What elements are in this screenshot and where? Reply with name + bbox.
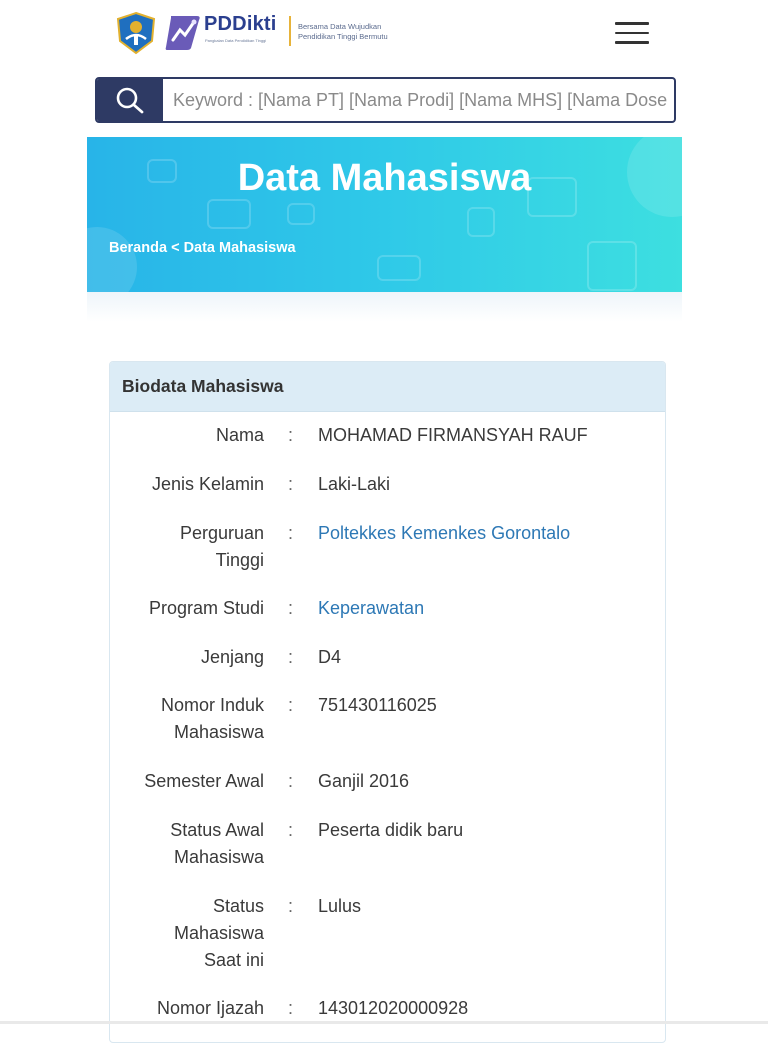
- brand-tagline: Bersama Data Wujudkan Pendidikan Tinggi Bermutu: [298, 22, 388, 41]
- field-separator: :: [288, 598, 294, 618]
- field-separator: :: [288, 474, 294, 494]
- page: [87, 0, 682, 1024]
- field-separator: :: [288, 523, 294, 543]
- brand-name[interactable]: PDDikti: [204, 13, 277, 35]
- page-banner: [87, 137, 682, 292]
- card-header: [110, 362, 665, 412]
- perguruan-tinggi-link[interactable]: Poltekkes Kemenkes Gorontalo: [318, 523, 571, 543]
- breadcrumb-separator: <: [171, 240, 180, 256]
- field-separator: :: [288, 771, 294, 791]
- tut-wuri-handayani-emblem-icon[interactable]: [114, 11, 158, 55]
- program-studi-link[interactable]: Keperawatan: [318, 598, 425, 618]
- field-separator: :: [288, 425, 294, 445]
- card-title: Biodata Mahasiswa: [122, 376, 284, 396]
- search-input[interactable]: [173, 79, 668, 121]
- hamburger-menu-icon[interactable]: [615, 22, 649, 50]
- breadcrumb: [109, 240, 296, 256]
- field-separator: :: [288, 998, 294, 1018]
- field-label: Status Awal Mahasiswa: [170, 820, 264, 867]
- biodata-card: [109, 361, 666, 1043]
- page-title: Data Mahasiswa: [237, 157, 532, 199]
- field-separator: :: [288, 695, 294, 715]
- search-button[interactable]: [97, 79, 163, 121]
- search-icon: [114, 86, 146, 114]
- field-label: Jenjang: [200, 647, 264, 667]
- breadcrumb-current: Data Mahasiswa: [183, 240, 296, 256]
- field-value: Lulus: [318, 896, 362, 916]
- top-navbar: [87, 0, 682, 70]
- field-label: Perguruan Tinggi: [179, 523, 264, 570]
- field-separator: :: [288, 647, 294, 667]
- field-label: Nama: [215, 425, 264, 445]
- field-value: Ganjil 2016: [318, 771, 410, 791]
- pddikti-logo-icon[interactable]: [163, 12, 203, 52]
- brand-subtitle: Pangkalan Data Pendidikan Tinggi: [205, 38, 267, 43]
- field-value: D4: [318, 647, 342, 667]
- field-label: Program Studi: [148, 598, 264, 618]
- field-label: Nomor Ijazah: [156, 998, 264, 1018]
- field-label: Semester Awal: [144, 771, 264, 791]
- field-value: Peserta didik baru: [318, 820, 464, 840]
- field-value: MOHAMAD FIRMANSYAH RAUF: [318, 425, 588, 445]
- field-label: Status Mahasiswa Saat ini: [173, 896, 264, 970]
- field-separator: :: [288, 820, 294, 840]
- brand-divider: [289, 16, 291, 46]
- breadcrumb-home-link[interactable]: Beranda: [109, 240, 168, 256]
- search-bar: [95, 77, 676, 123]
- field-separator: :: [288, 896, 294, 916]
- field-label: Jenis Kelamin: [151, 474, 264, 494]
- field-value: 751430116025: [318, 695, 437, 715]
- field-label: Nomor Induk Mahasiswa: [160, 695, 264, 742]
- field-value: 143012020000928: [318, 998, 469, 1018]
- field-value: Laki-Laki: [318, 474, 391, 494]
- banner-shadow: [87, 292, 682, 322]
